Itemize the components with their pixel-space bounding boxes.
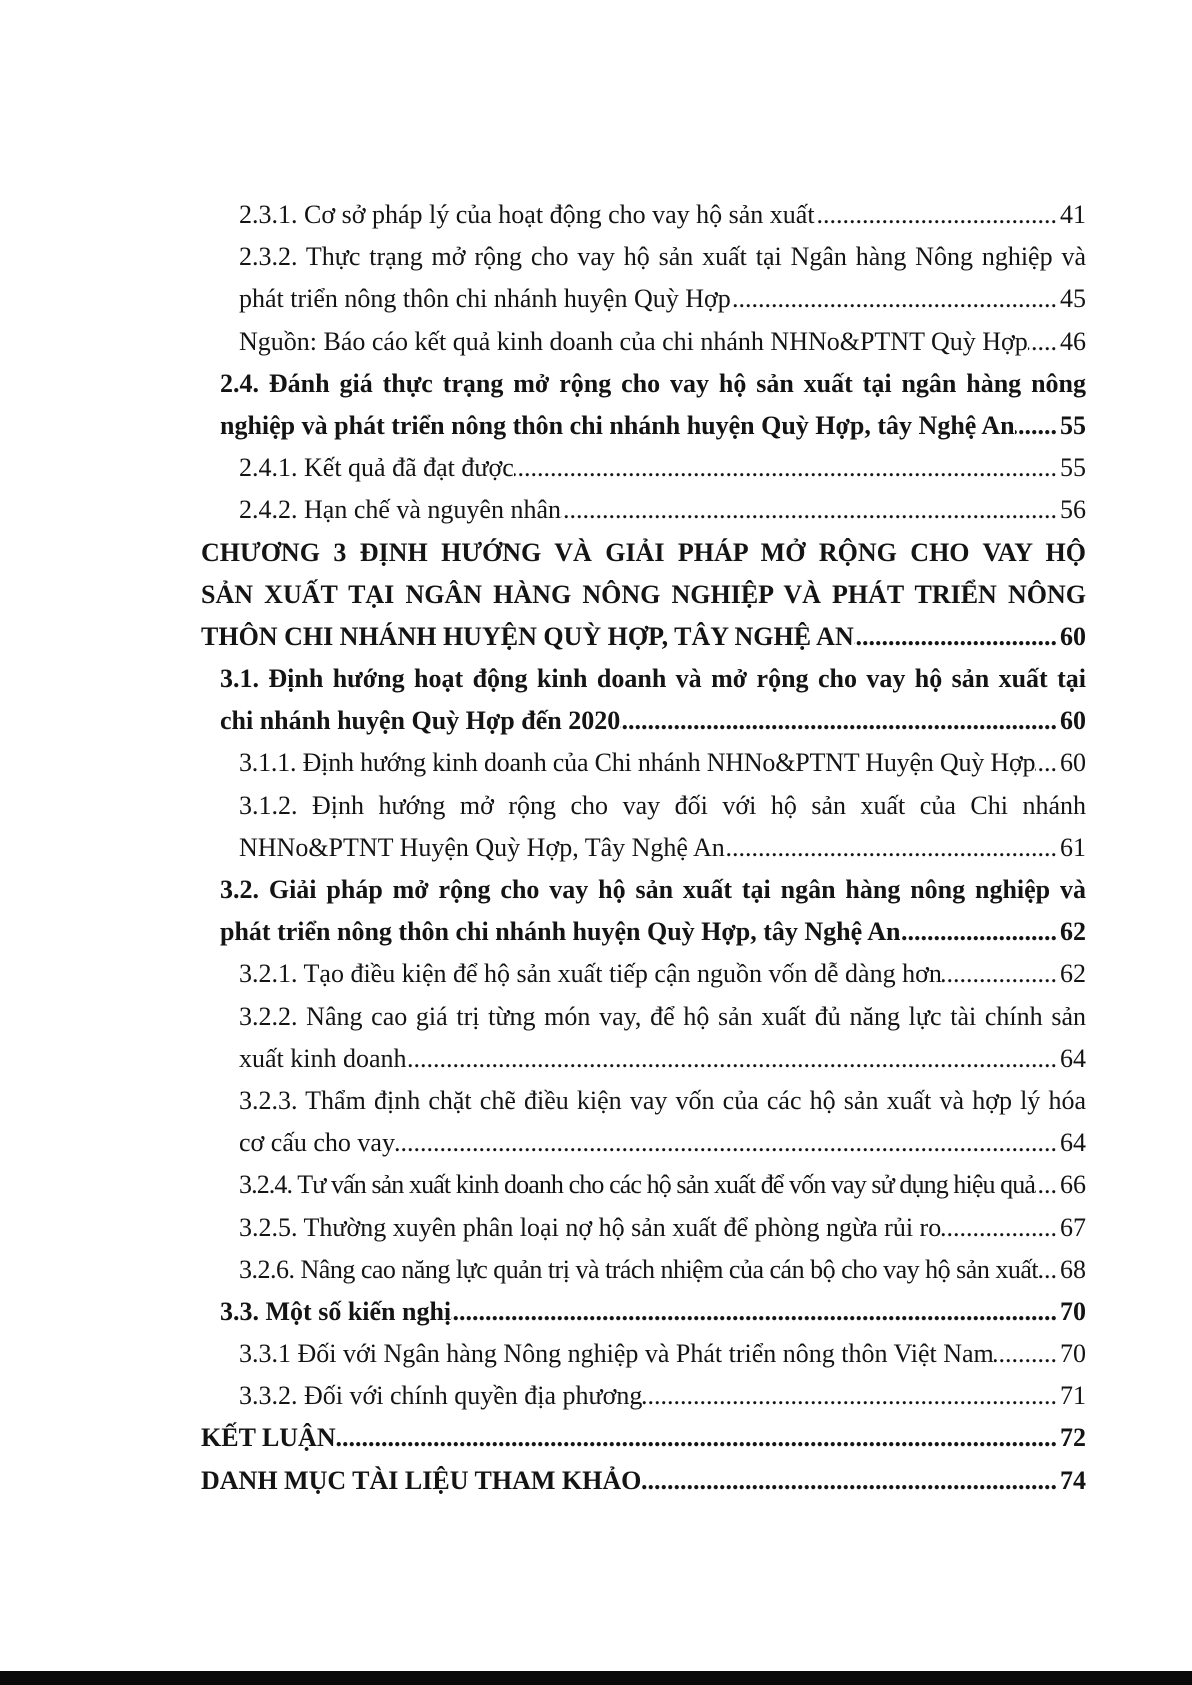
toc-entry — [201, 996, 1086, 1080]
toc-entry-last-line — [239, 953, 1086, 995]
toc-entry-last-line — [220, 1291, 1086, 1333]
toc-entry-last-line — [201, 616, 1086, 658]
toc-entry-title: xuất kinh doanh — [239, 1043, 407, 1073]
page-number: 62 — [1060, 959, 1086, 989]
toc-entry-title: 2.4.2. Hạn chế và nguyên nhân — [239, 495, 562, 525]
dot-leader — [731, 278, 1057, 320]
toc-entry-title: chi nhánh huyện Quỳ Hợp đến 2020 — [220, 706, 621, 736]
toc-entry — [201, 363, 1086, 447]
dot-leader — [561, 489, 1057, 531]
page-number: 71 — [1060, 1381, 1086, 1411]
page-number: 62 — [1060, 917, 1086, 947]
page-number: 55 — [1060, 410, 1086, 440]
toc-entry-line: 3.1.2. Định hướng mở rộng cho vay đối với hộ sản xuất của Chi nhánh — [239, 790, 1086, 820]
toc-entry-line: 3.2.2. Nâng cao giá trị từng món vay, để hộ sản xuất đủ năng lực tài chính sản — [239, 1001, 1086, 1031]
toc-entry — [201, 194, 1086, 236]
dot-leader — [941, 1207, 1057, 1249]
toc-entry-title: NHNo&PTNT Huyện Quỳ Hợp, Tây Nghệ An — [239, 832, 725, 862]
page-number: 61 — [1060, 832, 1086, 862]
toc-entry-title: THÔN CHI NHÁNH HUYỆN QUỲ HỢP, TÂY NGHỆ AN — [201, 621, 854, 651]
toc-entry — [201, 869, 1086, 953]
toc-entry-line: 2.3.2. Thực trạng mở rộng cho vay hộ sản xuất tại Ngân hàng Nông nghiệp và — [239, 242, 1086, 272]
dot-leader — [1028, 321, 1057, 363]
toc-entry-last-line — [239, 194, 1086, 236]
toc-entry-title: cơ cấu cho vay — [239, 1128, 395, 1158]
toc-entry-last-line — [201, 1417, 1086, 1459]
dot-leader — [1015, 405, 1057, 447]
toc-entry — [201, 1375, 1086, 1417]
page-number: 70 — [1060, 1296, 1086, 1326]
page-number: 41 — [1060, 200, 1086, 229]
toc-entry — [201, 1249, 1086, 1291]
dot-leader — [620, 700, 1057, 742]
dot-leader — [942, 953, 1057, 995]
toc-entry — [201, 321, 1086, 363]
toc-entry-line: 3.1. Định hướng hoạt động kinh doanh và mở rộng cho vay hộ sản xuất tại — [220, 664, 1086, 694]
toc-entry-line: 3.2.3. Thẩm định chặt chẽ điều kiện vay vốn của các hộ sản xuất và hợp lý hóa — [239, 1085, 1086, 1115]
toc-entry-title: KẾT LUẬN — [201, 1423, 336, 1453]
dot-leader — [395, 1122, 1057, 1164]
toc-entry-title: 3.2.1. Tạo điều kiện để hộ sản xuất tiếp cận nguồn vốn dễ dàng hơn — [239, 959, 942, 989]
toc-entry-title: nghiệp và phát triển nông thôn chi nhánh huyện Quỳ Hợp, tây Nghệ An — [220, 410, 1015, 440]
page-number: 64 — [1060, 1128, 1086, 1158]
toc-entry-last-line — [239, 827, 1086, 869]
page-number: 60 — [1060, 621, 1086, 651]
toc-entry-last-line — [239, 1122, 1086, 1164]
toc-entry-title: 3.2.5. Thường xuyên phân loại nợ hộ sản xuất để phòng ngừa rủi ro — [239, 1212, 942, 1242]
toc-entry — [201, 1291, 1086, 1333]
toc-entry — [201, 447, 1086, 489]
toc-entry-line: SẢN XUẤT TẠI NGÂN HÀNG NÔNG NGHIỆP VÀ PHÁT TRIỂN NÔNG — [201, 579, 1086, 609]
dot-leader — [1035, 1164, 1057, 1206]
toc-entry-last-line — [220, 700, 1086, 742]
dot-leader — [1038, 1249, 1057, 1291]
toc-entry-last-line — [239, 447, 1086, 489]
toc-entry — [201, 489, 1086, 531]
toc-entry-title: phát triển nông thôn chi nhánh huyện Quỳ Hợp, tây Nghệ An — [220, 917, 901, 947]
page-number: 68 — [1060, 1254, 1086, 1284]
toc-entry-last-line — [239, 1038, 1086, 1080]
toc-entry — [201, 1460, 1086, 1502]
page-number: 46 — [1060, 326, 1086, 356]
toc-entry-title: 3.2.4. Tư vấn sản xuất kinh doanh cho các hộ sản xuất để vốn vay sử dụng hiệu quả — [239, 1170, 1036, 1200]
toc-entry-title: DANH MỤC TÀI LIỆU THAM KHẢO — [201, 1465, 642, 1495]
dot-leader — [900, 911, 1057, 953]
page-number: 60 — [1060, 748, 1086, 778]
toc-entry-last-line — [239, 1164, 1086, 1206]
toc-entry-title: phát triển nông thôn chi nhánh huyện Quỳ Hợp — [239, 284, 731, 314]
page-number: 67 — [1060, 1212, 1086, 1242]
toc-entry-title: Nguồn: Báo cáo kết quả kinh doanh của chi nhánh NHNo&PTNT Quỳ Hợp — [239, 326, 1028, 356]
toc-entry — [201, 236, 1086, 320]
dot-leader — [994, 1333, 1057, 1375]
toc-entry-title: 3.2.6. Nâng cao năng lực quản trị và trách nhiệm của cán bộ cho vay hộ sản xuất — [239, 1254, 1039, 1284]
toc-entry — [201, 953, 1086, 995]
toc-entry — [201, 532, 1086, 659]
toc-entry — [201, 1080, 1086, 1164]
toc-entry-line: CHƯƠNG 3 ĐỊNH HƯỚNG VÀ GIẢI PHÁP MỞ RỘNG CHO VAY HỘ — [201, 537, 1086, 567]
page-number: 72 — [1060, 1423, 1086, 1453]
page-number: 60 — [1060, 706, 1086, 736]
toc-entry-last-line — [220, 911, 1086, 953]
toc-entry-last-line — [239, 489, 1086, 531]
page-number: 64 — [1060, 1043, 1086, 1073]
toc-entry-title: 3.1.1. Định hướng kinh doanh của Chi nhánh NHNo&PTNT Huyện Quỳ Hợp — [239, 748, 1036, 778]
page-number: 70 — [1060, 1339, 1086, 1369]
toc-entry-last-line — [239, 1207, 1086, 1249]
toc-entry-title: 3.3.1 Đối với Ngân hàng Nông nghiệp và Phát triển nông thôn Việt Nam — [239, 1339, 994, 1369]
toc-entry — [201, 785, 1086, 869]
toc-entry-last-line — [220, 405, 1086, 447]
dot-leader — [725, 827, 1057, 869]
toc-entry-title: 2.4.1. Kết quả đã đạt được — [239, 453, 514, 483]
page-number: 55 — [1060, 453, 1086, 483]
toc-entry-last-line — [239, 321, 1086, 363]
toc-entry — [201, 1207, 1086, 1249]
toc-entry-last-line — [239, 1249, 1086, 1291]
dot-leader — [514, 447, 1057, 489]
dot-leader — [854, 616, 1057, 658]
dot-leader — [1035, 742, 1057, 784]
toc-entry-last-line — [239, 742, 1086, 784]
toc-entry-title: 2.3.1. Cơ sở pháp lý của hoạt động cho vay hộ sản xuất — [239, 200, 815, 229]
toc-entry — [201, 1164, 1086, 1206]
page-number: 74 — [1060, 1465, 1086, 1495]
toc-entry-last-line — [239, 278, 1086, 320]
toc-entry — [201, 1333, 1086, 1375]
toc-entry — [201, 742, 1086, 784]
toc-entry-last-line — [239, 1375, 1086, 1417]
table-of-contents — [201, 194, 1086, 1502]
dot-leader — [451, 1291, 1057, 1333]
page-number: 56 — [1060, 495, 1086, 525]
dot-leader — [642, 1375, 1057, 1417]
toc-entry-last-line — [201, 1460, 1086, 1502]
toc-entry — [201, 1417, 1086, 1459]
dot-leader — [407, 1038, 1057, 1080]
dot-leader — [815, 194, 1057, 236]
page-number: 66 — [1060, 1170, 1086, 1200]
dot-leader — [336, 1417, 1057, 1459]
toc-entry-line: 3.2. Giải pháp mở rộng cho vay hộ sản xuất tại ngân hàng nông nghiệp và — [220, 875, 1086, 904]
dot-leader — [641, 1460, 1057, 1502]
toc-entry-title: 3.3. Một số kiến nghị — [220, 1296, 452, 1326]
toc-entry — [201, 658, 1086, 742]
toc-entry-last-line — [239, 1333, 1086, 1375]
page-bottom-edge — [0, 1671, 1192, 1685]
page-number: 45 — [1060, 284, 1086, 314]
toc-entry-line: 2.4. Đánh giá thực trạng mở rộng cho vay hộ sản xuất tại ngân hàng nông — [220, 368, 1086, 398]
toc-entry-title: 3.3.2. Đối với chính quyền địa phương — [239, 1381, 643, 1411]
